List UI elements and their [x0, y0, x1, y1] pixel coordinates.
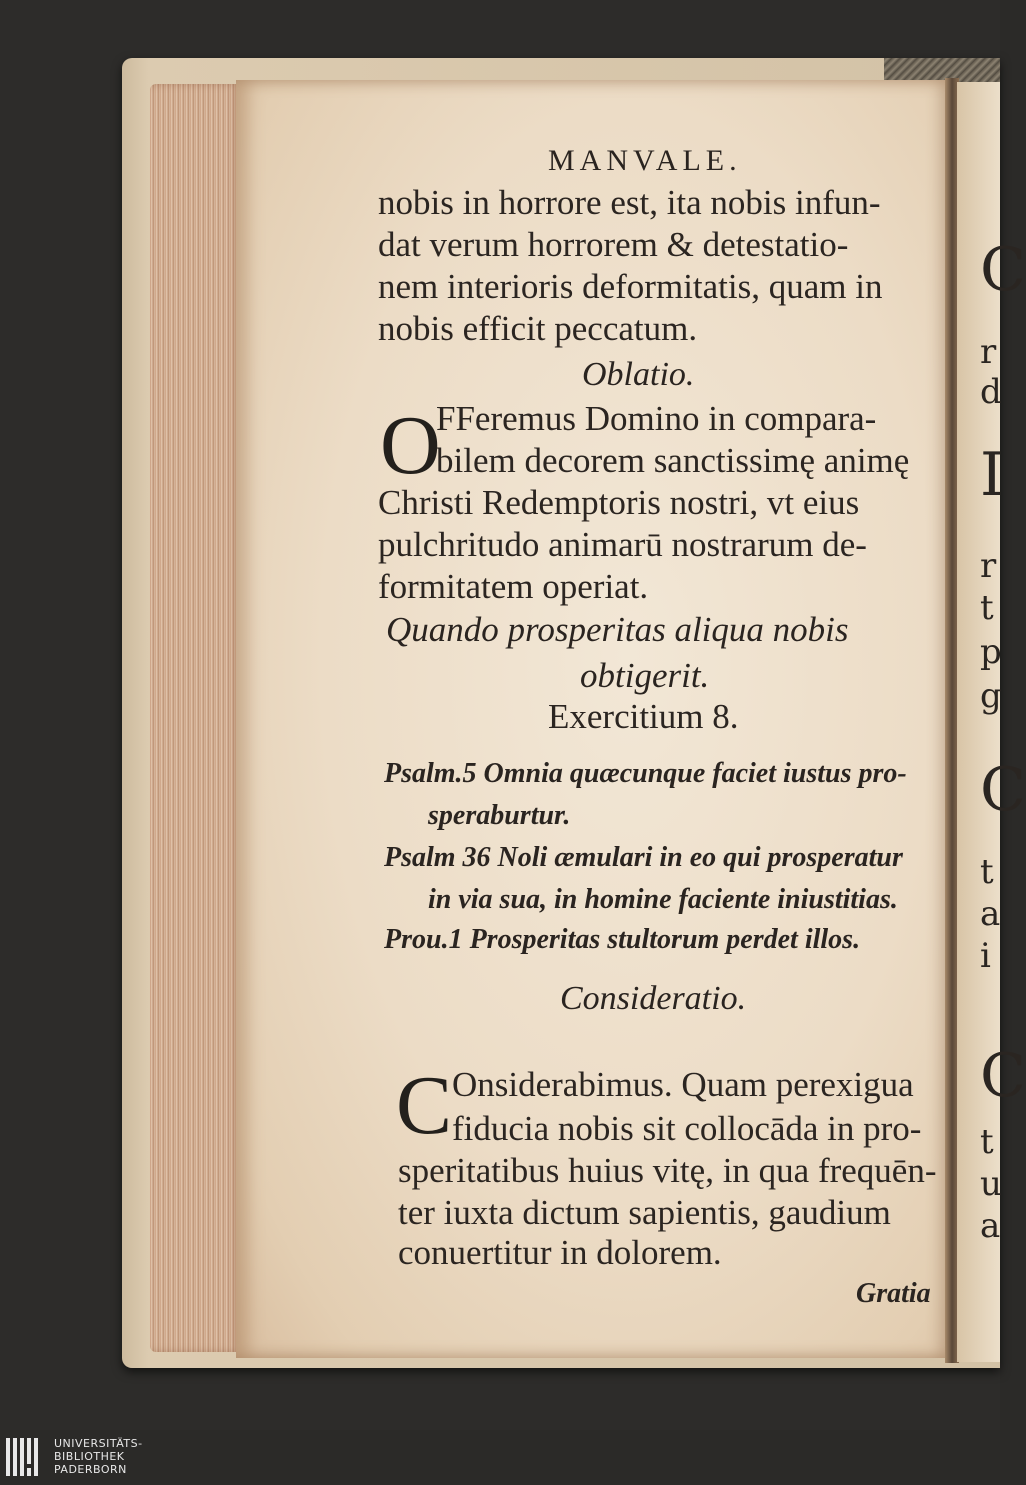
scripture-citation: in via sua, in homine faciente iniustitias.	[428, 884, 898, 915]
library-name-line: PADERBORN	[54, 1463, 127, 1476]
facing-page-letter: u	[980, 1164, 1002, 1204]
facing-page-letter: C	[980, 235, 1026, 305]
text-line: speritatibus huius vitę, in qua frequēn-	[398, 1151, 937, 1190]
scripture-citation: Prou.1 Prosperitas stultorum perdet illos.	[384, 924, 861, 955]
facing-page-letter: t	[980, 588, 994, 628]
text-line: pulchritudo animarū nostrarum de-	[378, 525, 867, 564]
text-line: nobis in horrore est, ita nobis infun-	[378, 183, 881, 222]
text-line: FFeremus Domino in compara-	[436, 399, 877, 438]
drop-cap: O	[380, 399, 441, 492]
text-line: bilem decorem sanctissimę animę	[436, 441, 910, 480]
library-name-line: UNIVERSITÄTS-	[54, 1437, 143, 1450]
facing-page-letter: t	[980, 1122, 994, 1162]
library-logo-icon	[6, 1438, 46, 1476]
marbled-cover-edge	[884, 58, 1000, 82]
scripture-citation: speraburtur.	[428, 800, 571, 831]
facing-page-letter: C	[980, 1041, 1026, 1111]
text-line: Christi Redemptoris nostri, vt eius	[378, 483, 860, 522]
text-line: ter iuxta dictum sapientis, gaudium	[398, 1193, 891, 1232]
facing-page-letter: t	[980, 852, 994, 892]
text-line: nobis efficit peccatum.	[378, 309, 698, 348]
facing-page-letter: g	[980, 676, 1002, 716]
section-title: Quando prosperitas aliqua nobis	[386, 610, 849, 649]
section-heading-oblatio: Oblatio.	[582, 356, 695, 393]
scripture-citation: Psalm 36 Noli æmulari in eo qui prosperatur	[384, 842, 903, 873]
text-line: dat verum horrorem & detestatio-	[378, 225, 849, 264]
section-heading-consideratio: Consideratio.	[560, 980, 747, 1017]
library-name-line: BIBLIOTHEK	[54, 1450, 125, 1463]
text-line: formitatem operiat.	[378, 567, 649, 606]
library-name	[54, 1437, 143, 1476]
facing-page-letter: I	[980, 440, 1004, 510]
text-line: nem interioris deformitatis, quam in	[378, 267, 883, 306]
facing-page-letter: p	[980, 632, 1002, 672]
scripture-citation: Psalm.5 Omnia quæcunque faciet iustus pro-	[384, 758, 907, 789]
facing-page-letter: C	[980, 755, 1026, 825]
exercise-number: Exercitium 8.	[548, 697, 739, 736]
facing-page-letter: a	[980, 894, 1001, 934]
text-line: fiducia nobis sit collocāda in pro-	[452, 1109, 922, 1148]
facing-page-letter: r	[980, 546, 997, 586]
facing-page-letter: i	[980, 936, 991, 976]
drop-cap: C	[396, 1059, 453, 1152]
facing-page-letter: a	[980, 1206, 1001, 1246]
catchword: Gratia	[856, 1278, 931, 1309]
library-footer	[0, 1430, 1000, 1485]
page-edges	[150, 84, 242, 1352]
text-line: conuertitur in dolorem.	[398, 1233, 722, 1272]
text-line: Onsiderabimus. Quam perexigua	[452, 1065, 914, 1104]
running-header: MANVALE.	[548, 144, 742, 177]
facing-page-letter: d	[980, 372, 1002, 412]
facing-page-letter: r	[980, 332, 997, 372]
section-title-continued: obtigerit.	[580, 656, 710, 695]
